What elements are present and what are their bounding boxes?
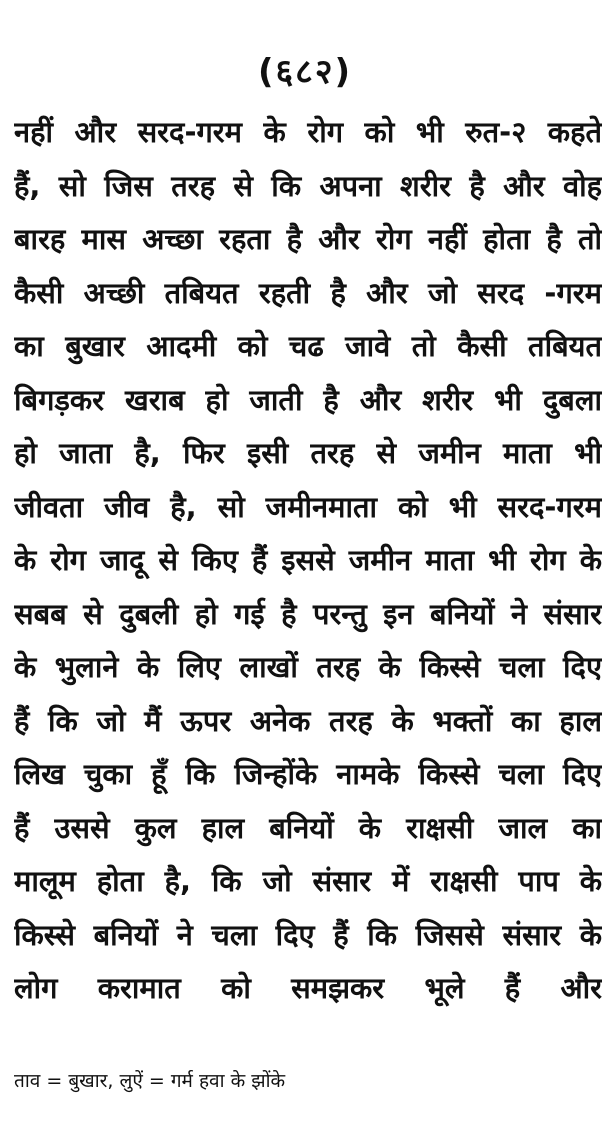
- text-line: जीवता जीव है, सो जमीनमाता को भी सरद-गरम: [14, 489, 602, 524]
- text-line: के भुलाने के लिए लाखों तरह के किस्से चला दिए: [14, 650, 602, 684]
- text-line: बिगड़कर खराब हो जाती है और शरीर भी दुबला: [14, 382, 602, 417]
- text-line: बारह मास अच्छा रहता है और रोग नहीं होता है तो: [14, 222, 602, 256]
- text-line: कैसी अच्छी तबियत रहती है और जो सरद -गरम: [14, 275, 602, 310]
- text-line: हैं उससे कुल हाल बनियों के राक्षसी जाल का: [14, 810, 602, 845]
- text-line: लोग करामात को समझकर भूले हैं और: [14, 971, 602, 1005]
- text-line: किस्से बनियों ने चला दिए हैं कि जिससे संसार के: [14, 917, 602, 952]
- text-line: सबब से दुबली हो गई है परन्तु इन बनियों ने संसार: [14, 596, 602, 631]
- text-line: के रोग जादू से किए हैं इससे जमीन माता भी रोग के: [14, 543, 602, 577]
- text-line: हो जाता है, फिर इसी तरह से जमीन माता भी: [14, 436, 602, 470]
- body-text: [14, 106, 602, 1016]
- footnote: ताव = बुखार, लुऐं = गर्म हवा के झोंके: [14, 1070, 286, 1092]
- page-number: (६८२): [257, 52, 353, 92]
- text-line: नहीं और सरद-गरम के रोग को भी रुत-२ कहते: [14, 115, 602, 149]
- text-line: हैं, सो जिस तरह से कि अपना शरीर है और वोह: [14, 168, 602, 203]
- text-line: लिख चुका हूँ कि जिन्होंके नामके किस्से चला दिए: [14, 757, 602, 791]
- text-line: हैं कि जो मैं ऊपर अनेक तरह के भक्तों का हाल: [14, 703, 602, 738]
- text-line: का बुखार आदमी को चढ जावे तो कैसी तबियत: [14, 329, 602, 363]
- text-line: मालूम होता है, कि जो संसार में राक्षसी पाप के: [14, 864, 602, 898]
